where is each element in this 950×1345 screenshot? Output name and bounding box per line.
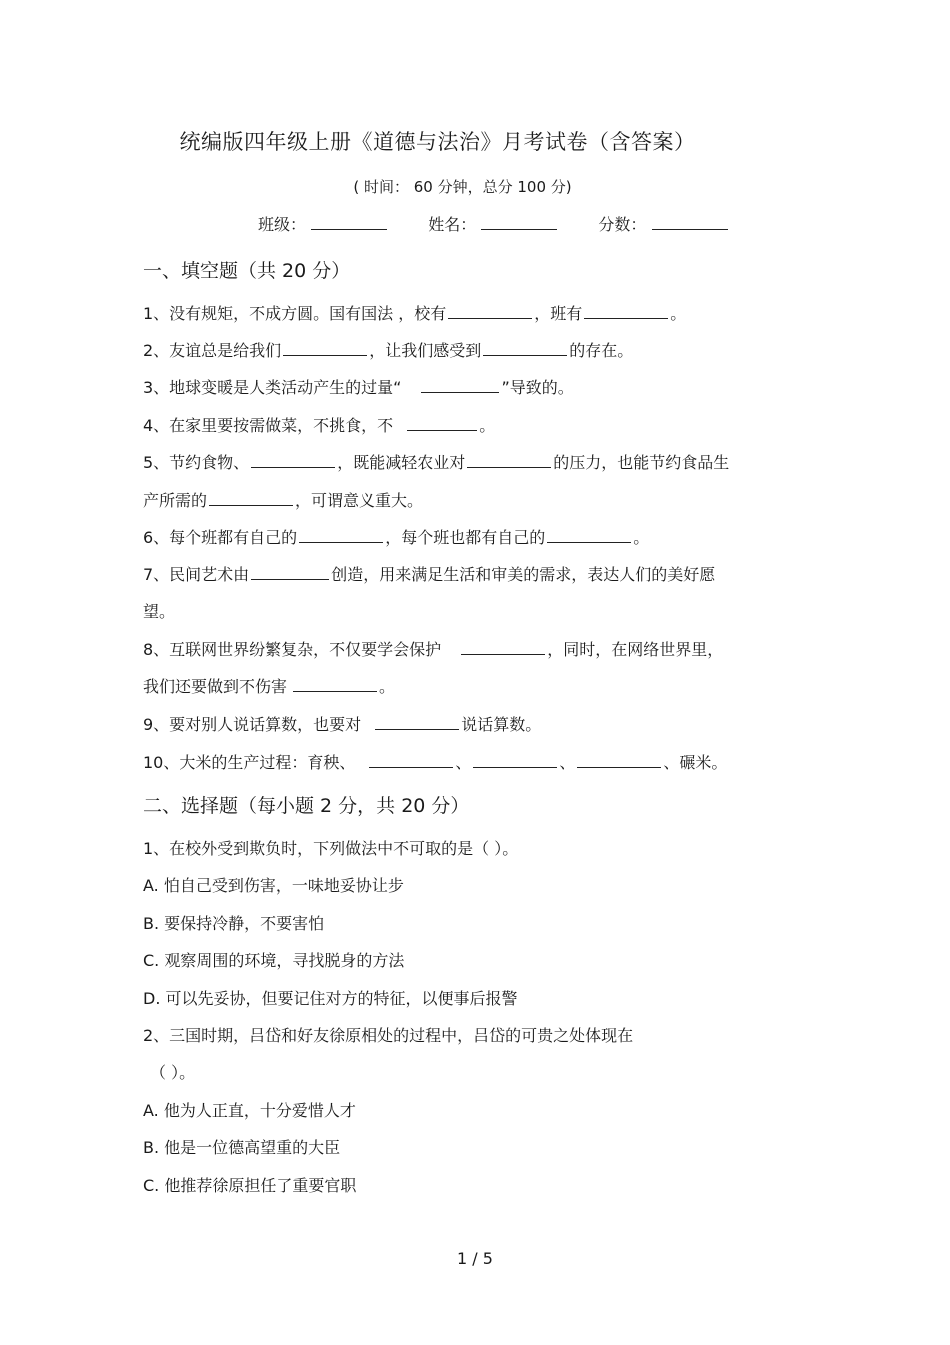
fill-question-3: 3、地球变暖是人类活动产生的过量“ ”导致的。	[143, 378, 574, 397]
answer-blank	[577, 766, 661, 768]
fill-question-4: 4、在家里要按需做菜，不挑食，不 。	[143, 416, 496, 435]
answer-blank	[407, 429, 477, 431]
answer-blank	[467, 466, 551, 468]
choice-option: D. 可以先妥协，但要记住对方的特征，以便事后报警	[143, 989, 518, 1008]
name-field	[428, 212, 557, 235]
choice-question-2-cont: （ ）。	[150, 1063, 196, 1082]
score-field	[598, 212, 727, 235]
answer-blank	[251, 578, 329, 580]
answer-blank	[547, 541, 631, 543]
answer-blank	[209, 504, 293, 506]
class-field	[258, 212, 387, 235]
answer-blank	[584, 317, 668, 319]
answer-blank	[369, 766, 453, 768]
answer-blank	[375, 728, 459, 730]
choice-option: B. 他是一位德高望重的大臣	[143, 1138, 341, 1157]
student-info-row	[258, 212, 764, 235]
name-label: 姓名：	[428, 215, 477, 234]
class-label: 班级：	[258, 215, 307, 234]
choice-option: A. 怕自己受到伤害，一味地妥协让步	[143, 876, 404, 895]
class-blank	[311, 228, 387, 230]
exam-subtitle: ( 时间： 60 分钟，总分 100 分)	[353, 178, 572, 196]
answer-blank	[283, 354, 367, 356]
answer-blank	[461, 653, 545, 655]
choice-question-2: 2、三国时期，吕岱和好友徐原相处的过程中，吕岱的可贵之处体现在	[143, 1026, 634, 1045]
fill-question-10: 10、大米的生产过程：育秧、 、 、 、碾米。	[143, 753, 728, 772]
fill-question-7-cont: 望。	[143, 602, 176, 621]
answer-blank	[251, 466, 335, 468]
fill-question-6: 6、每个班都有自己的 ，每个班也都有自己的 。	[143, 528, 650, 547]
answer-blank	[421, 391, 499, 393]
fill-question-5: 5、节约食物、 ，既能减轻农业对 的压力，也能节约食品生	[143, 453, 730, 472]
fill-question-1: 1、没有规矩，不成方圆。国有国法 ，校有 ，班有 。	[143, 304, 687, 323]
fill-question-8-cont: 我们还要做到不伤害 。	[143, 677, 396, 696]
exam-title: 统编版四年级上册《道德与法治》月考试卷（含答案）	[179, 130, 696, 154]
choice-option: B. 要保持冷静，不要害怕	[143, 914, 325, 933]
fill-question-5-cont: 产所需的 ，可谓意义重大。	[143, 491, 424, 510]
answer-blank	[299, 541, 383, 543]
page-number: 1 / 5	[457, 1249, 493, 1268]
name-blank	[481, 228, 557, 230]
section-1-heading: 一、填空题（共 20 分）	[143, 260, 351, 282]
score-label: 分数：	[598, 215, 647, 234]
section-2-heading: 二、选择题（每小题 2 分，共 20 分）	[143, 795, 470, 817]
answer-blank	[448, 317, 532, 319]
fill-question-7: 7、民间艺术由 创造，用来满足生活和审美的需求，表达人们的美好愿	[143, 565, 716, 584]
choice-option: C. 他推荐徐原担任了重要官职	[143, 1176, 357, 1195]
choice-option: A. 他为人正直，十分爱惜人才	[143, 1101, 356, 1120]
answer-blank	[483, 354, 567, 356]
answer-blank	[473, 766, 557, 768]
fill-question-8: 8、互联网世界纷繁复杂，不仅要学会保护 ，同时，在网络世界里，	[143, 640, 724, 659]
score-blank	[652, 228, 728, 230]
fill-question-2: 2、友谊总是给我们 ，让我们感受到 的存在。	[143, 341, 634, 360]
fill-question-9: 9、要对别人说话算数，也要对 说话算数。	[143, 715, 542, 734]
answer-blank	[293, 690, 377, 692]
choice-question-1: 1、在校外受到欺负时，下列做法中不可取的是（ ）。	[143, 839, 519, 858]
choice-option: C. 观察周围的环境，寻找脱身的方法	[143, 951, 405, 970]
